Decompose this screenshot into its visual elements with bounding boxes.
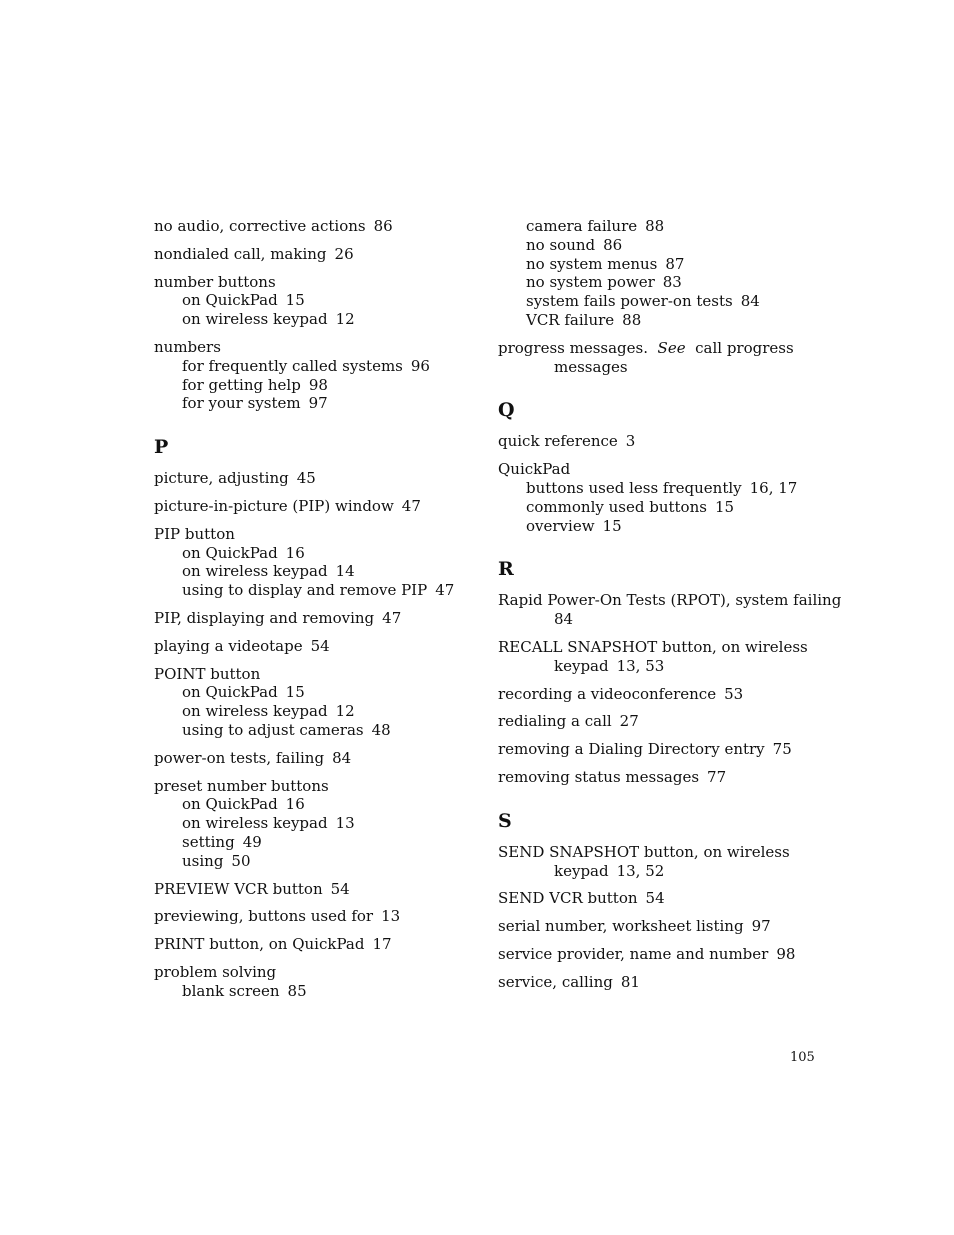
index-subentry [154,581,474,600]
index-term: RECALL SNAPSHOT button, on wireless [498,637,808,656]
index-subentry [498,498,818,517]
index-term: using [182,851,224,870]
index-entry [154,907,474,926]
index-subentry [154,310,474,329]
index-term-line [498,460,818,479]
index-entry [154,880,474,899]
index-subentry [498,255,818,274]
index-term: for your system [182,394,301,413]
index-entry [154,637,474,656]
index-term-line [154,497,474,516]
index-term: no system menus [526,254,658,273]
page-reference: 16 [285,795,305,814]
page-reference: 15 [602,516,622,535]
index-term-line [154,217,474,236]
index-entry [498,638,818,676]
index-entry [154,497,474,516]
index-term-line [154,907,474,926]
index-term: quick reference [498,432,618,451]
page-reference: 27 [619,712,639,731]
index-subentry [154,544,474,563]
index-term-line [498,889,818,908]
index-subentry [498,517,818,536]
index-term-line [498,945,818,964]
index-term-line [154,273,474,292]
index-section-letter: S [498,809,512,832]
index-entry [498,889,818,908]
page-reference: 12 [335,702,355,721]
page-reference: 15 [714,497,735,516]
index-term-line [154,665,474,684]
page-reference: 15 [285,683,305,702]
index-subentry [154,982,474,1001]
index-term: serial number, worksheet listing [498,917,744,936]
index-term: Rapid Power-On Tests (RPOT), system failing [498,591,842,610]
page-reference: 14 [335,562,355,581]
index-entry [154,338,474,413]
index-term: PIP button [154,524,235,543]
index-entry [498,712,818,731]
index-term: QuickPad [498,460,571,479]
index-term: using to adjust cameras [182,720,364,739]
index-term: for frequently called systems [182,356,403,375]
index-entry [154,665,474,740]
see-reference-label: See [657,338,686,357]
index-term-line [498,638,818,657]
index-subentry [154,562,474,581]
index-term-line [498,432,818,451]
index-entry [498,217,818,330]
page-reference: 47 [382,608,402,627]
index-term: for getting help [182,375,301,394]
page-reference: 86 [603,235,623,254]
page-reference: 75 [772,740,792,759]
index-term: PREVIEW VCR button [154,879,323,898]
index-entry [498,740,818,759]
index-term: blank screen [182,981,280,1000]
page-reference: 53 [724,684,744,703]
index-term: no sound [526,235,596,254]
index-entry [154,525,474,600]
index-subentry [154,833,474,852]
page-reference: 13 [381,907,401,926]
index-term: removing status messages [498,767,700,786]
page-reference: 17 [372,935,392,954]
index-term-line [498,610,818,629]
index-subentry [154,394,474,413]
page-reference: 98 [308,375,328,394]
index-term-line [154,880,474,899]
page-reference: 87 [665,254,685,273]
page-reference: 97 [308,394,328,413]
index-term-line [498,685,818,704]
index-term-line [154,338,474,357]
page-reference: 49 [242,832,262,851]
index-term-line [498,740,818,759]
index-term-line [498,591,842,610]
index-subentry [498,311,818,330]
page-reference: 54 [310,636,330,655]
index-term: on QuickPad [182,683,278,702]
index-term: VCR failure [526,310,615,329]
index-term: overview [526,516,595,535]
index-column-right [498,217,842,1001]
page-reference: 88 [622,310,642,329]
see-reference-target: call progress [695,338,794,357]
index-subentry [154,376,474,395]
index-term: preset number buttons [154,776,329,795]
index-term: numbers [154,337,221,356]
index-term: using to display and remove PIP [182,581,428,600]
index-term: power-on tests, failing [154,748,325,767]
index-term: on wireless keypad [182,702,328,721]
index-term: on QuickPad [182,291,278,310]
index-term: keypad [554,861,609,880]
index-subentry [498,479,818,498]
index-subentry [154,721,474,740]
index-term: PRINT button, on QuickPad [154,935,365,954]
page-reference: 47 [401,496,421,515]
index-term: service, calling [498,972,613,991]
page-reference: 16 [285,543,305,562]
index-subentry [154,357,474,376]
index-term: system fails power-on tests [526,292,733,311]
index-term: SEND SNAPSHOT button, on wireless [498,842,790,861]
index-term-line [154,469,474,488]
index-term-line [154,525,474,544]
page-reference: 3 [625,432,636,451]
index-term: on wireless keypad [182,562,328,581]
page-reference: 15 [285,291,305,310]
page-reference: 26 [334,244,354,263]
index-entry [154,749,474,768]
index-term-line [154,777,474,796]
index-term: on wireless keypad [182,310,328,329]
page-reference: 47 [435,581,455,600]
index-entry [154,217,474,236]
page-reference: 45 [296,469,316,488]
index-term-line [498,657,818,676]
index-subentry [154,814,474,833]
page-reference: 13 [335,814,355,833]
index-column-left [154,217,474,1010]
index-subentry [154,795,474,814]
index-term-line [498,862,818,881]
index-term: commonly used buttons [526,497,707,516]
index-term: picture-in-picture (PIP) window [154,496,394,515]
index-term-line [154,609,474,628]
index-term: on QuickPad [182,543,278,562]
index-entry [498,973,818,992]
index-subentry [498,236,818,255]
index-term: picture, adjusting [154,469,289,488]
index-entry [498,339,818,377]
index-entry [498,432,818,451]
index-term-line [154,935,474,954]
index-entry [498,685,818,704]
index-term: on QuickPad [182,795,278,814]
page-reference: 86 [373,217,393,235]
index-term: camera failure [526,217,638,235]
index-entry [498,591,842,629]
index-entry [154,609,474,628]
index-term: problem solving [154,962,277,981]
page-reference: 84 [332,748,352,767]
index-term-line [498,973,818,992]
index-term-line [498,712,818,731]
index-term: recording a videoconference [498,684,717,703]
page-reference: 96 [410,356,430,375]
page-reference: 84 [740,292,760,311]
index-entry [154,245,474,264]
index-term-line [154,637,474,656]
page-reference: 54 [330,879,350,898]
index-term-line [498,768,818,787]
page-reference: 48 [371,720,391,739]
page-reference: 13, 53 [616,656,665,675]
index-term: SEND VCR button [498,889,638,908]
index-term-line [498,917,818,936]
index-subentry [154,852,474,871]
index-term-line [498,339,818,358]
index-term: progress messages. [498,338,648,357]
index-section-letter: P [154,436,169,459]
page-reference: 85 [287,981,307,1000]
index-term-line [154,245,474,264]
page-reference: 12 [335,310,355,329]
index-entry [498,843,818,881]
page-reference: 54 [645,889,665,908]
page-reference: 13, 52 [616,861,665,880]
index-term: 84 [554,610,574,629]
index-entry [498,917,818,936]
index-term: PIP, displaying and removing [154,608,375,627]
index-entry [154,273,474,329]
index-term: nondialed call, making [154,244,327,263]
index-entry [154,469,474,488]
index-term: redialing a call [498,712,612,731]
index-term-line [498,358,818,377]
index-term: playing a videotape [154,636,303,655]
index-entry [498,945,818,964]
index-section-letter: R [498,558,514,581]
page-reference: 83 [662,273,682,292]
index-term: previewing, buttons used for [154,907,374,926]
index-entry [154,935,474,954]
index-term: POINT button [154,664,261,683]
index-term: no audio, corrective actions [154,217,366,235]
page-reference: 77 [707,767,727,786]
index-subentry [498,292,818,311]
page-reference: 16, 17 [749,478,798,497]
index-entry [154,963,474,1001]
index-term: removing a Dialing Directory entry [498,740,765,759]
index-entry [498,460,818,535]
index-term: setting [182,832,235,851]
page-reference: 98 [776,944,796,963]
page-reference: 88 [645,217,665,235]
page-reference: 50 [231,851,251,870]
index-subentry [154,291,474,310]
index-term-line [498,843,818,862]
index-term: buttons used less frequently [526,478,742,497]
index-term-line [154,749,474,768]
page-reference: 97 [751,917,771,936]
index-term: keypad [554,656,609,675]
index-term: messages [554,357,628,376]
index-entry [498,768,818,787]
index-section-letter: Q [498,399,515,422]
index-term: service provider, name and number [498,944,769,963]
index-entry [154,777,474,871]
index-term: no system power [526,273,655,292]
index-term: on wireless keypad [182,814,328,833]
index-subentry [154,702,474,721]
index-subentry [154,683,474,702]
page-number: 105 [790,1050,815,1065]
index-subentry [498,273,818,292]
index-term-line [154,963,474,982]
index-subentry [498,217,818,236]
index-term: number buttons [154,272,276,291]
page-reference: 81 [620,972,640,991]
